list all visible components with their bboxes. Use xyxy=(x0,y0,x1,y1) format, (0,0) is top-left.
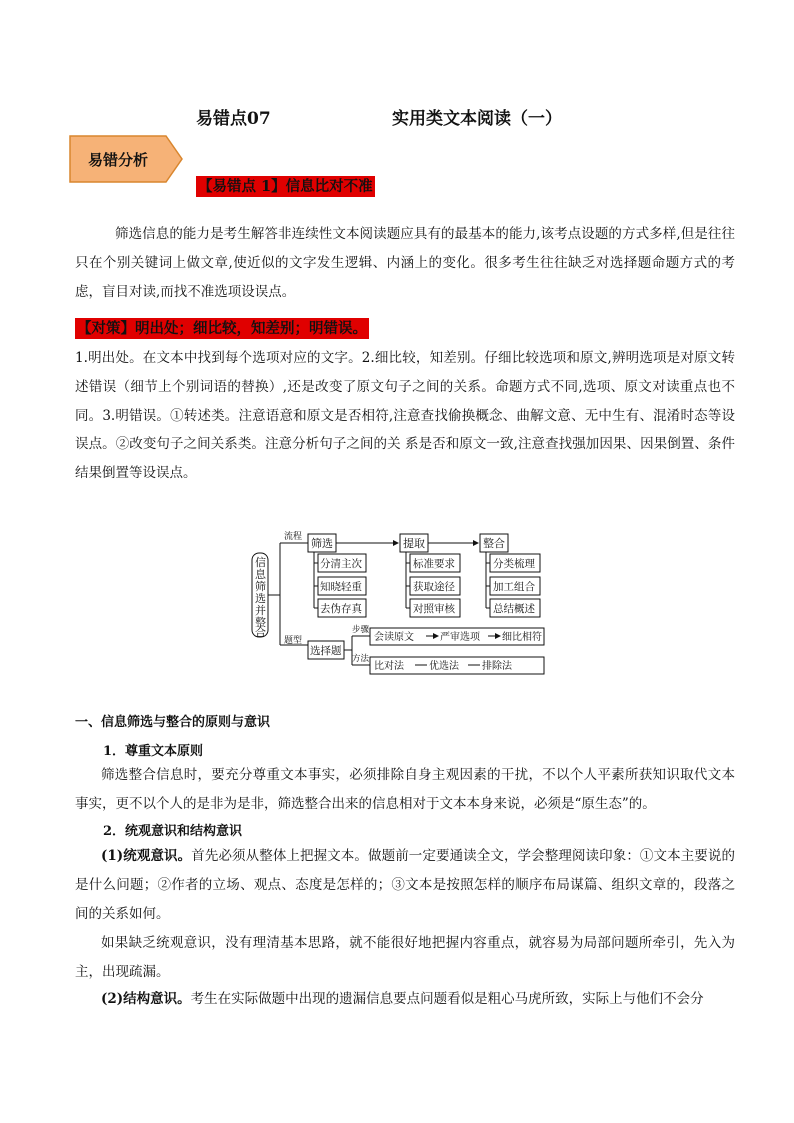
col3-item-2: 加工组合 xyxy=(493,581,535,593)
col1-item-2: 知晓轻重 xyxy=(320,581,362,593)
stage-3-label: 整合 xyxy=(483,537,505,550)
section-1-sub-1: 1．尊重文本原则 xyxy=(103,744,204,759)
section-1-paragraph-3: 如果缺乏统观意识，没有理清基本思路，就不能很好地把握内容重点，就容易为局部问题所牵引，先入为主，出现疏漏。 xyxy=(75,935,735,980)
method-3: 排除法 xyxy=(482,661,512,672)
doc-title-right: 实用类文本阅读（一） xyxy=(392,109,562,129)
root-char-1: 信 xyxy=(255,556,266,569)
col3-item-1: 分类梳理 xyxy=(493,558,535,570)
methods-label: 方法 xyxy=(352,654,370,664)
root-char-6: 整 xyxy=(255,616,266,629)
analysis-badge xyxy=(68,134,184,184)
root-char-2: 息 xyxy=(255,568,266,581)
badge-label: 易错分析 xyxy=(87,150,148,169)
stage-1-label: 筛选 xyxy=(311,537,333,550)
branch-type-label: 题型 xyxy=(284,636,303,646)
section-1-sub-2: 2．统观意识和结构意识 xyxy=(103,824,243,839)
step-1: 会读原文 xyxy=(374,632,414,643)
step-2: 严审选项 xyxy=(440,632,480,643)
root-char-5: 并 xyxy=(255,604,266,617)
section-1-paragraph-2 xyxy=(75,842,735,928)
stage-2-label: 提取 xyxy=(403,537,425,550)
col2-item-2: 获取途径 xyxy=(413,581,455,593)
strategy-heading: 【对策】明出处；细比较，知差别；明错误。 xyxy=(77,320,367,337)
branch-process-label: 流程 xyxy=(284,532,303,542)
mistake-point-heading: 【易错点 1】信息比对不准 xyxy=(198,178,373,195)
awareness-text-2: 考生在实际做题中出现的遗漏信息要点问题看似是粗心马虎所致，实际上与他们不会分 xyxy=(190,991,704,1007)
section-1-paragraph-4 xyxy=(75,985,735,1014)
section-1-heading: 一、信息筛选与整合的原则与意识 xyxy=(75,715,271,730)
col2-item-1: 标准要求 xyxy=(413,558,455,570)
info-filter-diagram xyxy=(248,526,548,676)
root-char-3: 筛 xyxy=(255,580,266,593)
strategy-paragraph: 1.明出处。在文本中找到每个选项对应的文字。2.细比较，知差别。仔细比较选项和原文,辨明选项是对原文转述错误（细节上个别词语的替换）,还是改变了原文句子之间的关系。命题方式不同,选项、原文对读重点也不同。3.明错误。①转述类。注意语意和原文是否相符,注意查找偷换概念、曲解文意、无中生有、混淆时态等设误点。②改变句子之间关系类。注意分析句子之间的关 系是否和原文一致,注意查找强加因果、因果倒置、条件结果倒置等设误点。 xyxy=(75,350,735,482)
col3-item-3: 总结概述 xyxy=(493,603,535,615)
root-char-4: 选 xyxy=(255,592,266,605)
steps-label: 步骤 xyxy=(352,625,370,635)
awareness-text-1: 首先必须从整体上把握文本。做题前一定要通读全文，学会整理阅读印象：①文本主要说的是什么问题；②作者的立场、观点、态度是怎样的；③文本是按照怎样的顺序布局谋篇、组织文章的，段落之间的关系如何。 xyxy=(75,848,735,922)
method-1: 比对法 xyxy=(374,661,404,672)
doc-title-left: 易错点07 xyxy=(196,109,271,129)
section-1-paragraph-1: 筛选整合信息时，要充分尊重文本事实，必须排除自身主观因素的干扰，不以个人平素所获知识取代文本事实，更不以个人的是非为是非，筛选整合出来的信息相对于文本本身来说，必须是“原生态”的。 xyxy=(75,767,735,812)
col1-item-3: 去伪存真 xyxy=(320,603,362,615)
col2-item-3: 对照审核 xyxy=(413,603,455,615)
root-char-7: 合 xyxy=(255,626,266,639)
awareness-term-2: (2)结构意识。 xyxy=(101,991,191,1007)
awareness-term-1: (1)统观意识。 xyxy=(101,848,192,864)
step-3: 细比相符 xyxy=(502,632,542,643)
col1-item-1: 分清主次 xyxy=(320,558,362,570)
method-2: 优选法 xyxy=(429,661,459,672)
intro-paragraph: 筛选信息的能力是考生解答非连续性文本阅读题应具有的最基本的能力,该考点设题的方式多样,但是往往只在个别关键词上做文章,使近似的文字发生逻辑、内涵上的变化。很多考生往往缺乏对选择题命题方式的考虑，盲目对读,而找不准选项设误点。 xyxy=(75,226,735,300)
diagram-svg xyxy=(248,526,548,676)
choice-label: 选择题 xyxy=(310,645,342,657)
